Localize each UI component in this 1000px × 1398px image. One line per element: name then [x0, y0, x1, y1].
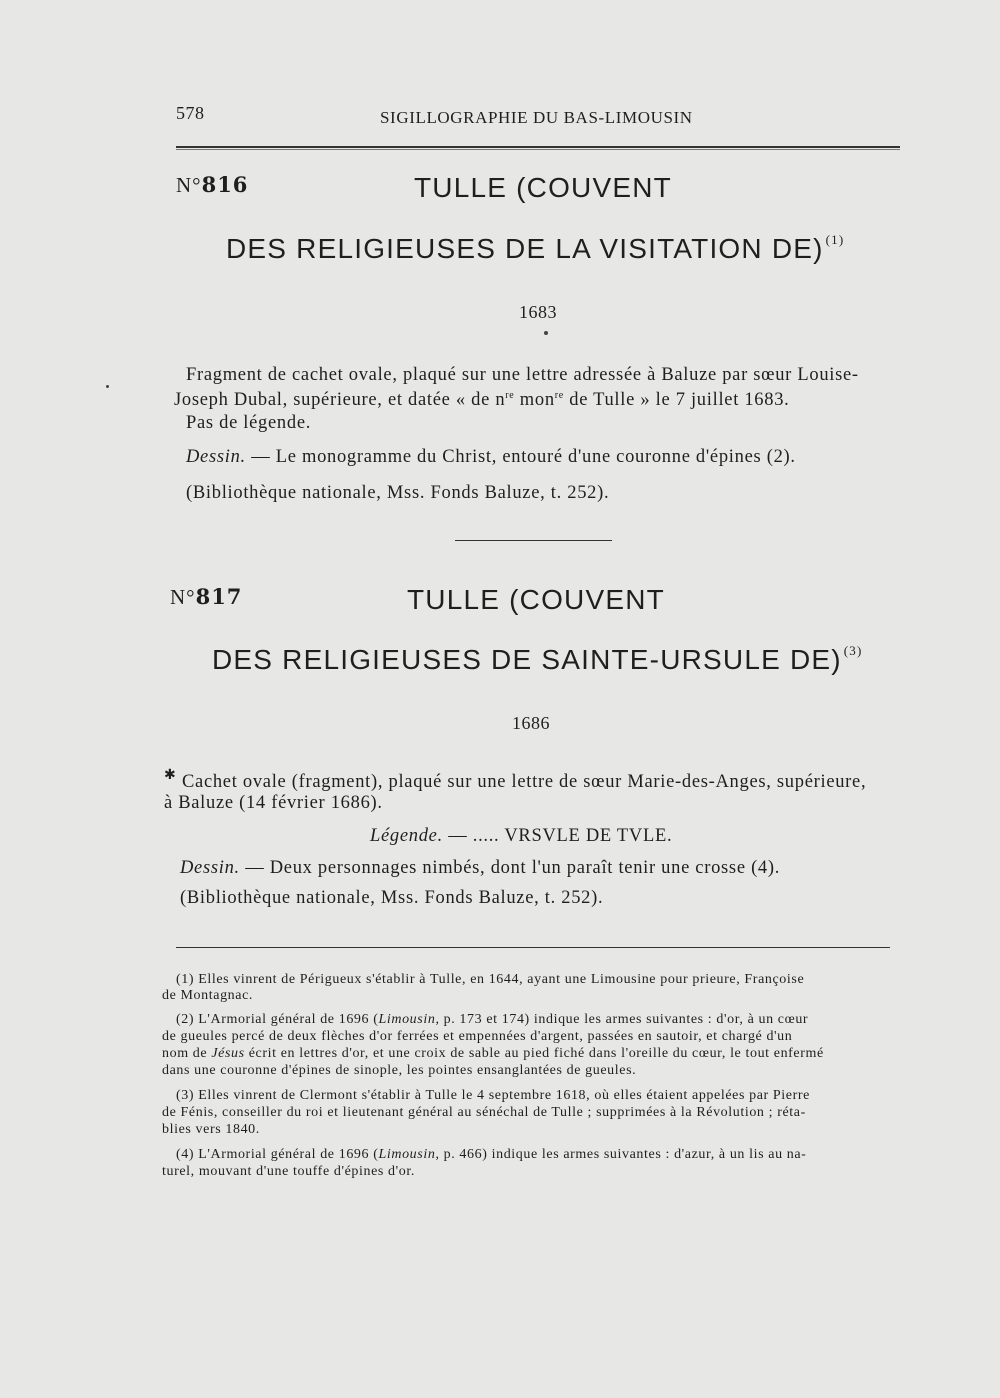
- text-fragment: nom de: [162, 1046, 212, 1061]
- footnote-1: (1) Elles vinrent de Périgueux s'établir à Tulle, en 1644, ayant une Limousine pour prieure, Françoise: [176, 972, 805, 987]
- legend-line: [370, 825, 672, 847]
- entry-title-line1: TULLE (COUVENT: [414, 172, 672, 203]
- dessin-label: Dessin.: [186, 447, 246, 467]
- entry-number-816: [176, 172, 248, 198]
- superscript: re: [554, 390, 564, 401]
- footnote-4: [176, 1146, 806, 1163]
- footnote-2: [176, 1011, 808, 1028]
- dessin-text: — Deux personnages nimbés, dont l'un paraît tenir une crosse (4).: [239, 858, 781, 878]
- description-line: Fragment de cachet ovale, plaqué sur une lettre adressée à Baluze par sœur Louise-: [186, 365, 859, 385]
- dessin-text: — Le monogramme du Christ, entouré d'une couronne d'épines (2).: [245, 447, 796, 467]
- ink-speck: [106, 385, 109, 388]
- footnote-3-cont: blies vers 1840.: [162, 1122, 260, 1137]
- text-fragment: de Tulle » le 7 juillet 1683.: [563, 390, 790, 410]
- footnote-1-cont: de Montagnac.: [162, 988, 253, 1003]
- footnote-ref: (1): [825, 232, 845, 247]
- description-line: Cachet ovale (fragment), plaqué sur une lettre de sœur Marie-des-Anges, supérieure,: [182, 772, 867, 792]
- title-text: DES RELIGIEUSES DE SAINTE-URSULE DE): [212, 644, 842, 675]
- footnote-ref: (3): [843, 643, 863, 658]
- text-fragment: mon: [514, 390, 555, 410]
- ink-speck: [544, 331, 548, 335]
- number-value: 816: [201, 172, 249, 197]
- footnote-rule: [176, 947, 890, 948]
- text-fragment: Joseph Dubal, supérieure, et datée « de n: [174, 390, 506, 410]
- entry-separator: [455, 540, 612, 541]
- entry-title-line1: TULLE (COUVENT: [407, 584, 665, 615]
- text-fragment: écrit en lettres d'or, et une croix de sable au pied fiché dans l'oreille du cœur, le tout enfermé: [244, 1046, 824, 1061]
- legend-label: Légende.: [370, 826, 443, 846]
- legend-line: Pas de légende.: [186, 413, 312, 433]
- entry-title-line2: [212, 643, 863, 676]
- description-line: à Baluze (14 février 1686).: [164, 793, 383, 813]
- entry-year: 1686: [512, 713, 550, 733]
- header-rule: [176, 146, 900, 148]
- superscript: re: [505, 390, 515, 401]
- footnote-3: (3) Elles vinrent de Clermont s'établir à Tulle le 4 septembre 1618, où elles étaient appelées par Pierre: [176, 1088, 810, 1103]
- entry-title-line2: [226, 232, 844, 265]
- page-number: 578: [176, 103, 205, 123]
- footnote-2-cont: dans une couronne d'épines de sinople, les pointes ensanglantées de gueules.: [162, 1063, 637, 1078]
- dessin-line: [180, 857, 780, 879]
- number-prefix: N°: [176, 173, 202, 197]
- footnote-4-cont: turel, mouvant d'une touffe d'épines d'or.: [162, 1164, 415, 1179]
- description-line: [174, 385, 789, 411]
- dessin-line: [186, 446, 796, 468]
- footnote-2-cont: de gueules percé de deux flèches d'or ferrées et empennées d'argent, passées en sautoir, et chargé d'un: [162, 1029, 793, 1044]
- entry-year: 1683: [519, 302, 557, 322]
- number-prefix: N°: [170, 585, 196, 609]
- title-text: DES RELIGIEUSES DE LA VISITATION DE): [226, 233, 824, 264]
- text-fragment: (2) L'Armorial général de 1696 (: [176, 1012, 379, 1027]
- italic-text: Limousin: [378, 1147, 436, 1162]
- text-fragment: , p. 466) indique les armes suivantes : d'azur, à un lis au na-: [435, 1147, 807, 1162]
- number-value: 817: [195, 584, 243, 609]
- dessin-label: Dessin.: [180, 858, 240, 878]
- asterisk-mark: ✱: [164, 768, 177, 783]
- italic-text: Limousin: [378, 1012, 436, 1027]
- legend-text: — ..... VRSVLE DE TVLE.: [442, 826, 673, 846]
- source-line: (Bibliothèque nationale, Mss. Fonds Baluze, t. 252).: [180, 888, 604, 908]
- footnote-3-cont: de Fénis, conseiller du roi et lieutenant général au sénéchal de Tulle ; supprimées à la Révolution ; réta-: [162, 1105, 806, 1120]
- header-rule-thin: [176, 149, 900, 150]
- text-fragment: , p. 173 et 174) indique les armes suivantes : d'or, à un cœur: [435, 1012, 809, 1027]
- running-title: SIGILLOGRAPHIE DU BAS-LIMOUSIN: [380, 108, 693, 127]
- entry-number-817: [170, 584, 242, 610]
- text-fragment: (4) L'Armorial général de 1696 (: [176, 1147, 379, 1162]
- footnote-2-cont: [162, 1045, 824, 1062]
- description-line: [164, 767, 176, 791]
- source-line: (Bibliothèque nationale, Mss. Fonds Baluze, t. 252).: [186, 483, 610, 503]
- italic-text: Jésus: [211, 1046, 245, 1061]
